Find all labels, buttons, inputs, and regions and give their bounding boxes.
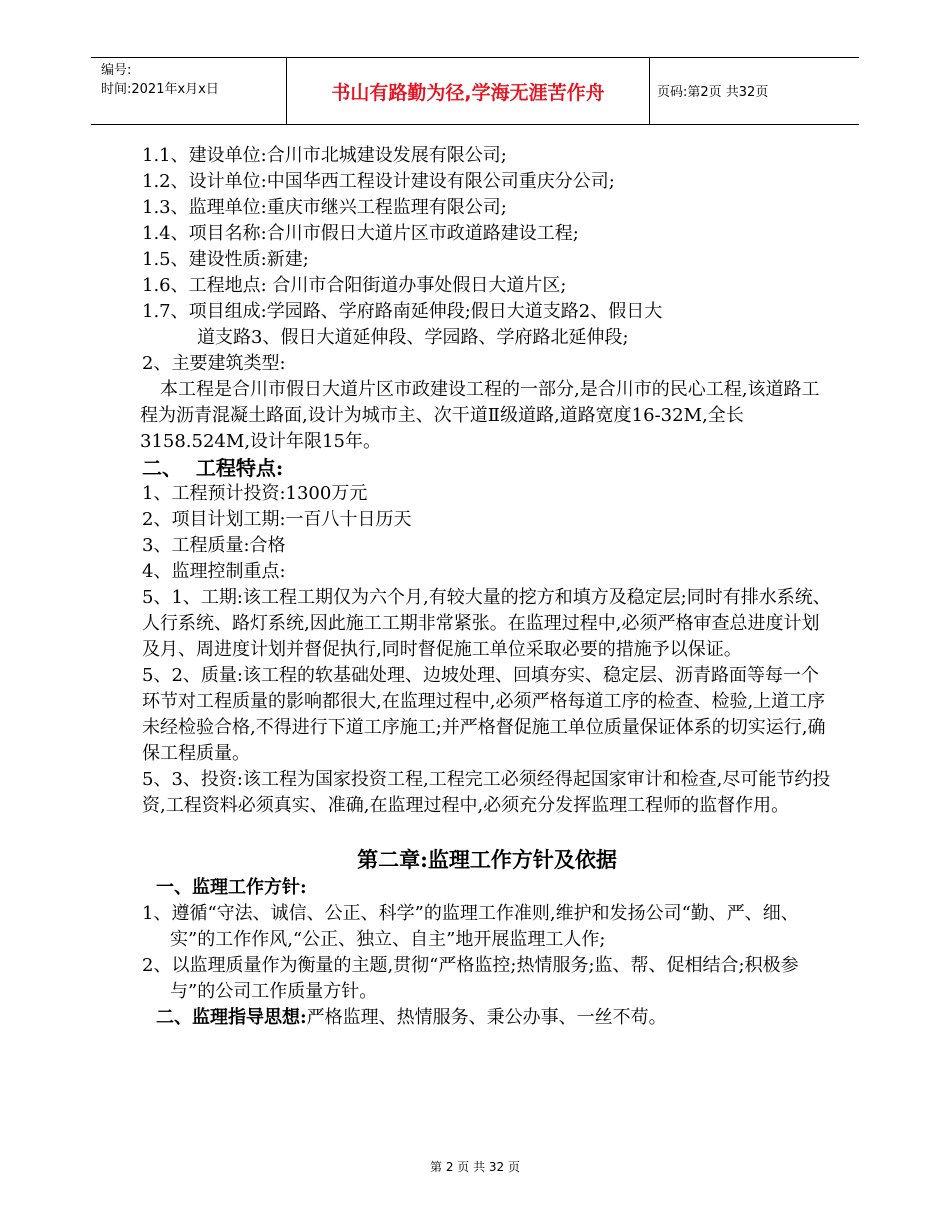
line-1-3: 1.3、监理单位:重庆市继兴工程监理有限公司;	[142, 197, 507, 218]
item-investment: 1、工程预计投资:1300万元	[142, 483, 368, 504]
project-description: 本工程是合川市假日大道片区市政建设工程的一部分,是合川市的民心工程,该道路工程为沥青混凝土路面,设计为城市主、次干道Ⅱ级道路,道路宽度16-32M,全长3158.524M,设计年限15年。	[140, 379, 820, 452]
line-1-2: 1.2、设计单位:中国华西工程设计建设有限公司重庆分公司;	[142, 171, 615, 192]
header-number: 编号:	[101, 63, 132, 78]
item-control-focus: 4、监理控制重点:	[142, 561, 286, 582]
line-1-6: 1.6、工程地点: 合川市合阳街道办事处假日大道片区;	[142, 275, 567, 296]
guiding-thought-label: 二、监理指导思想:	[156, 1007, 307, 1028]
section-policy-heading: 一、监理工作方针:	[156, 877, 307, 898]
header-motto: 书山有路勤为径,学海无涯苦作舟	[286, 58, 650, 124]
focus-schedule: 5、1、工期:该工程工期仅为六个月,有较大量的挖方和填方及稳定层;同时有排水系统、人行系统、路灯系统,因此施工工期非常紧张。在监理过程中,必须严格审查总进度计划及月、周进度计划并督促执行,同时督促施工单位采取必要的措施予以保证。	[142, 587, 831, 660]
header-page-number: 页码:第2页 共32页	[657, 85, 769, 100]
focus-investment: 5、3、投资:该工程为国家投资工程,工程完工必须经得起国家审计和检查,尽可能节约投资,工程资料必须真实、准确,在监理过程中,必须充分发挥监理工程师的监督作用。	[142, 769, 831, 816]
line-1-7: 1.7、项目组成:学园路、学府路南延伸段;假日大道支路2、假日大	[142, 301, 663, 322]
section-2-heading: 二、 工程特点:	[142, 456, 284, 480]
page-footer: 第 2 页 共 32 页	[430, 1160, 520, 1174]
policy-item-2: 2、以监理质量作为衡量的主题,贯彻“严格监控;热情服务;监、帮、促相结合;积极参与”的公司工作质量方针。	[142, 955, 799, 1002]
line-2-type: 2、主要建筑类型:	[142, 353, 286, 374]
policy-item-1: 1、遵循“守法、诚信、公正、科学”的监理工作准则,维护和发扬公司“勤、严、细、实”的工作作风,“公正、独立、自主”地开展监理工人作;	[142, 903, 799, 950]
line-1-7-cont: 道支路3、假日大道延伸段、学园路、学府路北延伸段;	[197, 327, 629, 348]
chapter-2-title: 第二章:监理工作方针及依据	[357, 847, 617, 872]
header-date: 时间:2021年x月x日	[101, 82, 219, 97]
guiding-thought-text: 严格监理、热情服务、秉公办事、一丝不苟。	[306, 1007, 667, 1028]
guiding-thought	[142, 1005, 832, 1031]
document-body	[142, 143, 832, 1031]
line-1-4: 1.4、项目名称:合川市假日大道片区市政道路建设工程;	[142, 223, 579, 244]
line-1-1: 1.1、建设单位:合川市北城建设发展有限公司;	[142, 145, 507, 166]
line-1-5: 1.5、建设性质:新建;	[142, 249, 309, 270]
header-meta	[101, 61, 219, 99]
item-schedule: 2、项目计划工期:一百八十日历天	[142, 509, 412, 530]
page-header	[91, 57, 859, 125]
focus-quality: 5、2、质量:该工程的软基础处理、边坡处理、回填夯实、稳定层、沥青路面等每一个环节对工程质量的影响都很大,在监理过程中,必须严格每道工序的检查、检验,上道工序未经检验合格,不得进行下道工序施工;并严格督促施工单位质量保证体系的切实运行,确保工程质量。	[142, 665, 826, 764]
item-quality: 3、工程质量:合格	[142, 535, 286, 556]
